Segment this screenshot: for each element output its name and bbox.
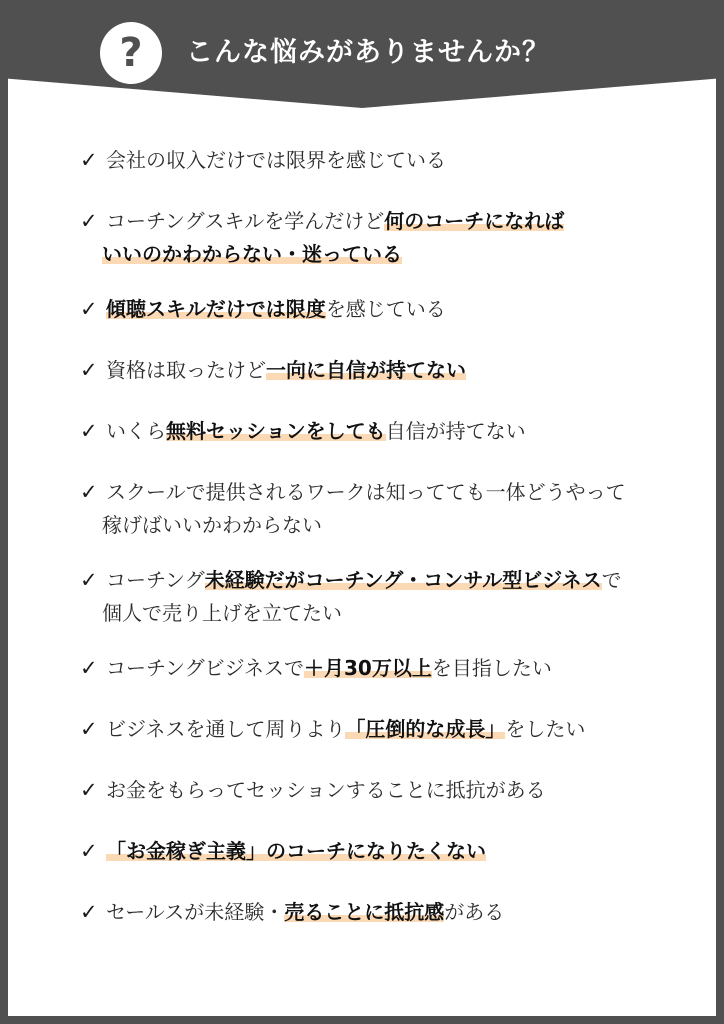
concern-text (106, 293, 710, 326)
concern-text (106, 354, 710, 387)
header-banner (0, 0, 724, 110)
concern-text (106, 476, 710, 509)
question-mark-icon (100, 22, 162, 84)
text-segment: お金をもらってセッションすることに抵抗がある (106, 778, 546, 802)
concern-item (80, 835, 710, 868)
highlighted-text: ＋月30万以上 (304, 656, 432, 680)
concern-text (106, 415, 710, 448)
concern-text (106, 835, 710, 868)
question-mark-glyph: ? (119, 30, 143, 76)
checkmark-icon: ✓ (80, 209, 98, 233)
checkmark-icon: ✓ (80, 148, 98, 172)
checkmark-icon: ✓ (80, 717, 98, 741)
concern-text-continued (102, 238, 710, 271)
text-segment: コーチングビジネスで (106, 656, 304, 680)
text-segment: いくら (106, 419, 166, 443)
highlighted-text: 売ることに抵抗感 (284, 900, 445, 924)
checkmark-icon: ✓ (80, 419, 98, 443)
text-segment: ビジネスを通して周りより (106, 717, 346, 741)
text-segment: スクールで提供されるワークは知ってても一体どうやって (106, 480, 626, 504)
checkmark-icon: ✓ (80, 480, 98, 504)
concern-text (106, 144, 710, 177)
highlighted-text: 一向に自信が持てない (266, 358, 466, 382)
text-segment: で (601, 568, 622, 592)
concern-text (106, 652, 710, 685)
highlighted-text: 「圧倒的な成長」 (345, 717, 506, 741)
concern-list (80, 144, 710, 957)
text-segment: 個人で売り上げを立てたい (102, 601, 342, 625)
concern-text (106, 205, 710, 238)
checkmark-icon: ✓ (80, 568, 98, 592)
concern-text (106, 774, 710, 807)
concern-text (106, 896, 710, 929)
concern-item (80, 293, 710, 326)
text-segment: 会社の収入だけでは限界を感じている (106, 148, 446, 172)
concern-item (80, 476, 710, 542)
text-segment: コーチングスキルを学んだけど (106, 209, 385, 233)
concern-item (80, 896, 710, 929)
concern-item (80, 415, 710, 448)
concern-item (80, 144, 710, 177)
text-segment: を感じている (325, 297, 446, 321)
text-segment: 資格は取ったけど (106, 358, 266, 382)
highlighted-text: 「お金稼ぎ主義」のコーチになりたくない (106, 839, 486, 863)
checkmark-icon: ✓ (80, 778, 98, 802)
checkmark-icon: ✓ (80, 900, 98, 924)
checkmark-icon: ✓ (80, 358, 98, 382)
concern-item (80, 564, 710, 630)
checkmark-icon: ✓ (80, 656, 98, 680)
text-segment: がある (444, 900, 505, 924)
concern-item (80, 354, 710, 387)
concern-item (80, 205, 710, 271)
concern-text (106, 564, 710, 597)
concern-text-continued (102, 509, 710, 542)
concern-item (80, 713, 710, 746)
highlighted-text: 何のコーチになれば (384, 209, 565, 233)
highlighted-text: 傾聴スキルだけでは限度 (106, 297, 326, 321)
text-segment: セールスが未経験・ (106, 900, 285, 924)
highlighted-text: いいのかわからない・迷っている (102, 242, 402, 266)
page-title: こんな悩みがありませんか？ (186, 37, 550, 68)
concern-text (106, 713, 710, 746)
checkmark-icon: ✓ (80, 839, 98, 863)
concern-text-continued (102, 597, 710, 630)
text-segment: コーチング (106, 568, 205, 592)
concern-item (80, 774, 710, 807)
concern-item (80, 652, 710, 685)
text-segment: 稼げばいいかわからない (102, 513, 322, 537)
text-segment: をしたい (505, 717, 586, 741)
highlighted-text: 未経験だがコーチング・コンサル型ビジネス (204, 568, 602, 592)
checkmark-icon: ✓ (80, 297, 98, 321)
text-segment: 自信が持てない (385, 419, 526, 443)
text-segment: を目指したい (431, 656, 552, 680)
highlighted-text: 無料セッションをしても (166, 419, 386, 443)
